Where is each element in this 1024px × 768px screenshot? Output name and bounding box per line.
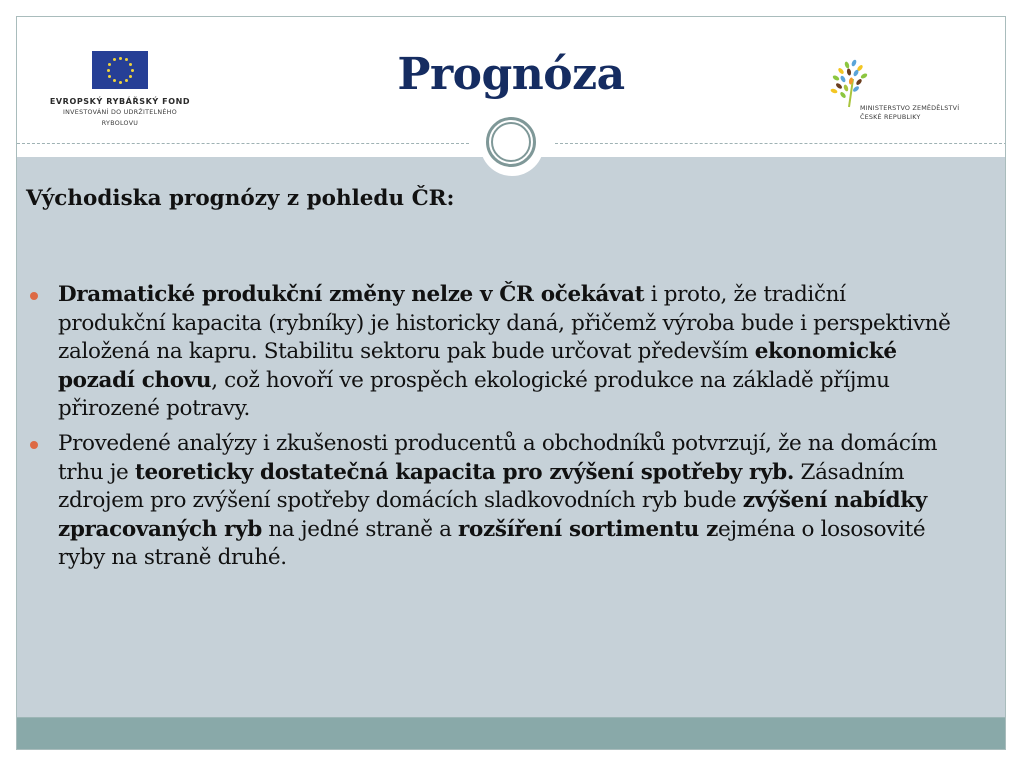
bullet-text <box>58 282 951 421</box>
bold-text-segment: ekonomické pozadí chovu <box>58 339 897 393</box>
ring-ornament-inner <box>491 122 531 162</box>
bold-text-segment: teoreticky dostatečná kapacita pro zvýšení spotřeby ryb. <box>134 459 794 485</box>
ministry-of-agriculture-logo <box>827 57 997 127</box>
eu-logo-name: EVROPSKÝ RYBÁŘSKÝ FOND <box>49 97 191 106</box>
text-segment: Zásadním zdrojem pro zvýšení spotřeby domácích sladkovodních ryb bude <box>58 459 905 514</box>
bold-text-segment: Dramatické produkční změny nelze v ČR očekávat <box>58 282 645 307</box>
header-divider-right <box>555 143 1006 144</box>
bullet-list <box>26 281 956 579</box>
bullet-dot-icon <box>30 441 38 449</box>
footer-band <box>17 717 1005 750</box>
ministry-logo-text <box>860 104 959 122</box>
header-divider-left <box>17 143 469 144</box>
text-segment: na jedné straně a <box>261 516 459 542</box>
eu-logo-subtitle-2: RYBOLOVU <box>101 120 139 127</box>
slide-title: Prognóza <box>397 49 625 100</box>
bullet-text <box>58 431 937 570</box>
bullet-dot-icon <box>30 292 38 300</box>
ministry-logo-line-2: ČESKÉ REPUBLIKY <box>860 113 921 121</box>
bullet-item <box>26 281 956 424</box>
text-segment: i proto, že tradiční produkční kapacita (rybníky) je historicky daná, přičemž výroba bude i perspektivně založená na kapru. Stabilitu sektoru pak bude určovat především <box>58 282 951 365</box>
text-segment: ejména o lososovité ryby na straně druhé. <box>58 516 926 571</box>
bold-text-segment: zvýšení nabídky zpracovaných ryb <box>58 488 927 542</box>
text-segment: , což hovoří ve prospěch ekologické produkce na základě příjmu přirozené potravy. <box>58 367 890 422</box>
eu-logo-subtitle-1: INVESTOVÁNÍ DO UDRŽITELNÉHO <box>63 109 177 116</box>
subheading: Východiska prognózy z pohledu ČR: <box>26 186 455 211</box>
tree-icon <box>827 57 879 109</box>
text-segment: Provedené analýzy i zkušenosti producentů a obchodníků potvrzují, že na domácím trhu je <box>58 430 938 485</box>
bold-text-segment: rozšíření sortimentu z <box>458 516 718 542</box>
ministry-logo-line-1: MINISTERSTVO ZEMĚDĚLSTVÍ <box>860 104 960 112</box>
bullet-item <box>26 430 956 573</box>
